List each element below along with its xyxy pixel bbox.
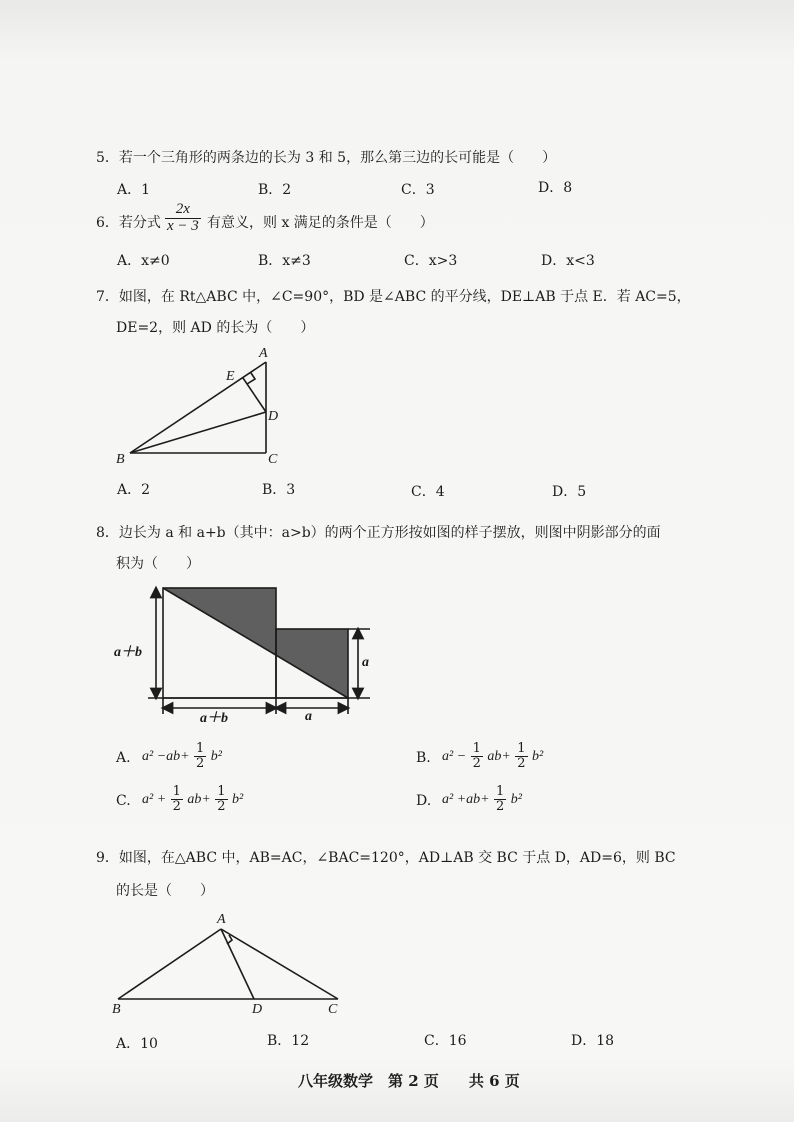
question-5-option-d: D．8 (538, 180, 573, 196)
label-a: A (259, 346, 268, 361)
question-5-option-a: A．1 (117, 182, 151, 198)
question-8-option-a (142, 742, 222, 770)
question-8-option-b (442, 742, 543, 770)
option-d-frac-num: 1 (496, 784, 505, 799)
option-a-frac-num: 1 (196, 741, 205, 756)
question-9-option-c: C．16 (424, 1033, 467, 1049)
question-6-option-b: B．x≠3 (258, 253, 311, 269)
option-b-expression-end: b² (531, 749, 544, 765)
segment-ac (221, 929, 338, 999)
option-c-frac1-num: 1 (172, 784, 181, 799)
option-d-expression-start: a² +ab+ (442, 792, 490, 808)
question-8-option-a-letter: A. (116, 750, 131, 766)
question-8-option-c (142, 785, 243, 813)
question-9-stem-line-2: 的长是（ ） (116, 883, 214, 899)
segment-ab (118, 929, 221, 999)
question-6-option-c: C．x>3 (404, 253, 458, 269)
question-9-option-d: D．18 (571, 1033, 615, 1049)
option-d-expression-end: b² (510, 792, 522, 808)
question-8-stem-line-2: 积为（ ） (116, 556, 200, 572)
option-c-frac1-den: 2 (172, 798, 181, 814)
question-7-stem-line-1: 7．如图，在 Rt△ABC 中，∠C=90°，BD 是∠ABC 的平分线，DE⊥AB 于点 E．若 AC=5， (96, 289, 691, 305)
label-b: B (112, 1002, 121, 1017)
question-6-fraction-denominator: x − 3 (167, 217, 199, 234)
right-angle-mark-a (227, 935, 232, 944)
question-8-option-c-letter: C. (116, 793, 131, 809)
label-d: D (268, 409, 279, 424)
question-7-stem-line-2: DE=2，则 AD 的长为（ ） (116, 320, 315, 336)
question-6-fraction (165, 202, 201, 235)
question-5-option-c: C．3 (401, 182, 435, 198)
question-8-stem-line-1: 8．边长为 a 和 a+b（其中：a>b）的两个正方形按如图的样子摆放，则图中阴影部分的面 (96, 525, 661, 541)
question-6-stem-pre: 6．若分式 (96, 215, 161, 231)
option-a-expression-start: a² −ab+ (142, 749, 190, 765)
option-b-frac1-den: 2 (472, 755, 481, 771)
option-b-frac2-num: 1 (517, 741, 526, 756)
option-c-expression-mid: ab+ (187, 792, 211, 808)
option-d-frac-den: 2 (496, 798, 505, 814)
question-9-option-b: B．12 (267, 1033, 310, 1049)
question-9-option-a: A．10 (116, 1036, 158, 1052)
question-6-option-a: A．x≠0 (117, 253, 170, 269)
segment-de (243, 378, 266, 412)
question-7-option-c: C．4 (411, 484, 445, 500)
label-d: D (252, 1002, 263, 1017)
option-c-frac2-num: 1 (217, 784, 226, 799)
option-a-frac-den: 2 (196, 755, 205, 771)
question-8-option-b-letter: B. (416, 750, 431, 766)
question-7-option-a: A．2 (117, 482, 151, 498)
question-8-option-d (442, 785, 522, 813)
segment-ab (130, 362, 266, 453)
label-bottom-a: a (305, 709, 312, 722)
label-left-a-plus-b: a＋b (114, 645, 142, 660)
question-8-option-d-letter: D. (416, 793, 432, 809)
option-b-frac1-num: 1 (472, 741, 481, 756)
question-6-option-d: D．x<3 (541, 253, 595, 269)
question-7-option-d: D．5 (552, 484, 587, 500)
question-8-figure (108, 582, 378, 722)
option-b-expression-start: a² − (442, 749, 467, 765)
label-c: C (268, 452, 278, 467)
option-c-expression-end: b² (231, 792, 244, 808)
question-6-fraction-numerator: 2x (165, 202, 201, 219)
label-b: B (116, 452, 125, 467)
question-5-option-b: B．2 (258, 182, 292, 198)
question-6-stem-post: 有意义，则 x 满足的条件是（ ） (207, 215, 434, 231)
question-7-figure (110, 340, 300, 470)
label-e: E (226, 369, 235, 384)
label-bottom-a-plus-b: a＋b (200, 711, 228, 722)
segment-bd (130, 412, 266, 453)
label-a: A (217, 912, 226, 927)
option-a-expression-end: b² (210, 749, 222, 765)
question-9-stem-line-1: 9．如图，在△ABC 中，AB=AC，∠BAC=120°，AD⊥AB 交 BC 于点 D，AD=6，则 BC (96, 850, 676, 866)
label-c: C (328, 1002, 338, 1017)
option-c-expression-start: a² + (142, 792, 167, 808)
question-9-figure (108, 905, 353, 1020)
option-b-expression-mid: ab+ (487, 749, 511, 765)
label-right-a: a (362, 655, 369, 670)
question-5-stem: 5．若一个三角形的两条边的长为 3 和 5，那么第三边的长可能是（ ） (96, 150, 557, 166)
question-7-option-b: B．3 (262, 482, 296, 498)
option-c-frac2-den: 2 (217, 798, 226, 814)
page-footer: 八年级数学 第 2 页 共 6 页 (298, 1072, 520, 1090)
option-b-frac2-den: 2 (517, 755, 526, 771)
